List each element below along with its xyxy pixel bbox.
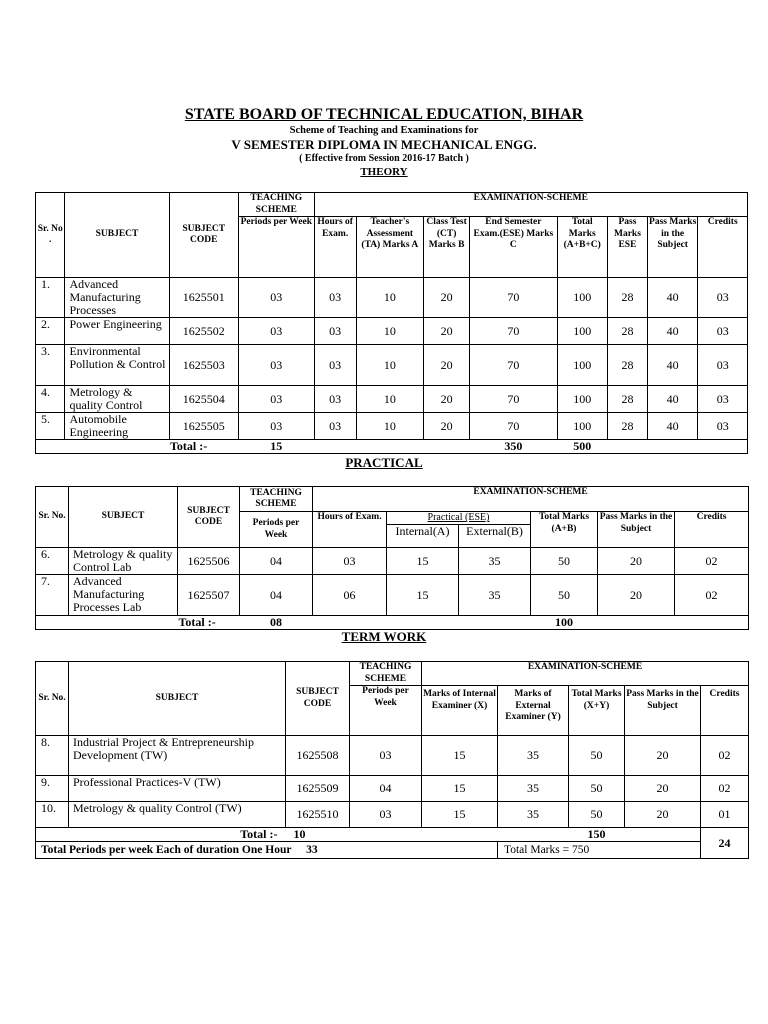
effective-session: ( Effective from Session 2016-17 Batch ) bbox=[299, 153, 469, 164]
total-cell: 50 bbox=[531, 575, 598, 616]
pass-subject-cell: 40 bbox=[647, 413, 697, 440]
hours-cell: 03 bbox=[314, 345, 356, 386]
pass-ese-cell: 28 bbox=[607, 318, 647, 345]
theory-head-teaching: TEACHING SCHEME bbox=[238, 193, 314, 217]
termwork-head-periods: Periods per Week bbox=[350, 686, 422, 736]
table-row bbox=[36, 318, 748, 345]
termwork-table bbox=[35, 661, 749, 859]
table-row bbox=[36, 345, 748, 386]
code-cell: 1625510 bbox=[286, 802, 350, 828]
total-marks-summary bbox=[498, 842, 701, 859]
code-cell: 1625502 bbox=[169, 318, 238, 345]
total-label: Total :- bbox=[178, 616, 240, 630]
ta-cell: 10 bbox=[356, 318, 423, 345]
hours-cell: 03 bbox=[314, 413, 356, 440]
theory-head-credits: Credits bbox=[698, 217, 748, 278]
ct-cell: 20 bbox=[423, 318, 469, 345]
summary-row bbox=[36, 842, 749, 859]
subject-cell: Industrial Project & Entrepreneurship Development (TW) bbox=[69, 736, 286, 776]
ese-cell: 70 bbox=[470, 345, 557, 386]
practical-head-exam: EXAMINATION-SCHEME bbox=[313, 487, 749, 512]
subject-cell: Advanced Manufacturing Processes bbox=[65, 278, 169, 318]
pass-ese-cell: 28 bbox=[607, 386, 647, 413]
theory-head-code: SUBJECT CODE bbox=[169, 193, 238, 278]
subject-cell: Automobile Engineering bbox=[65, 413, 169, 440]
theory-title: THEORY bbox=[360, 166, 408, 178]
termwork-title: TERM WORK bbox=[341, 629, 427, 644]
pass-subject-cell: 40 bbox=[647, 278, 697, 318]
termwork-head-total: Total Marks (X+Y) bbox=[569, 686, 625, 736]
ese-cell: 70 bbox=[470, 278, 557, 318]
table-row bbox=[36, 278, 748, 318]
periods-cell: 03 bbox=[238, 278, 314, 318]
practical-head-pass: Pass Marks in the Subject bbox=[598, 512, 675, 548]
sr-cell: 5. bbox=[36, 413, 65, 440]
theory-head-periods: Periods per Week bbox=[238, 217, 314, 278]
external-cell: 35 bbox=[459, 575, 531, 616]
practical-head-hours: Hours of Exam. bbox=[313, 512, 387, 548]
code-cell: 1625506 bbox=[178, 548, 240, 575]
total-cell: 100 bbox=[557, 318, 607, 345]
practical-title: PRACTICAL bbox=[345, 455, 423, 470]
pass-ese-cell: 28 bbox=[607, 413, 647, 440]
sr-cell: 9. bbox=[36, 776, 69, 802]
total-marks: 100 bbox=[531, 616, 598, 630]
periods-cell: 03 bbox=[238, 413, 314, 440]
periods-summary-label: Total Periods per week Each of duration One Hour bbox=[41, 843, 292, 856]
external-cell: 35 bbox=[498, 802, 569, 828]
practical-head-internal: Internal(A) bbox=[387, 525, 459, 548]
board-title: STATE BOARD OF TECHNICAL EDUCATION, BIHAR bbox=[184, 106, 584, 123]
practical-head-total: Total Marks (A+B) bbox=[531, 512, 598, 548]
theory-head-sr: Sr. No . bbox=[36, 193, 65, 278]
pass-cell: 20 bbox=[598, 548, 675, 575]
pass-cell: 20 bbox=[625, 776, 701, 802]
credits-cell: 03 bbox=[698, 318, 748, 345]
theory-head-exam: EXAMINATION-SCHEME bbox=[314, 193, 747, 217]
internal-cell: 15 bbox=[387, 548, 459, 575]
external-cell: 35 bbox=[498, 776, 569, 802]
practical-head-external: External(B) bbox=[459, 525, 531, 548]
theory-head-subject: SUBJECT bbox=[65, 193, 169, 278]
termwork-head-sr: Sr. No. bbox=[36, 662, 69, 736]
termwork-head-teaching: TEACHING SCHEME bbox=[350, 662, 422, 686]
credits-cell: 03 bbox=[698, 345, 748, 386]
pass-subject-cell: 40 bbox=[647, 318, 697, 345]
credits-cell: 02 bbox=[701, 776, 749, 802]
total-cell: 50 bbox=[569, 802, 625, 828]
periods-cell: 03 bbox=[350, 802, 422, 828]
theory-head-pass-ese: Pass Marks ESE bbox=[607, 217, 647, 278]
hours-cell: 03 bbox=[314, 318, 356, 345]
pass-ese-cell: 28 bbox=[607, 278, 647, 318]
periods-cell: 04 bbox=[240, 575, 313, 616]
pass-subject-cell: 40 bbox=[647, 345, 697, 386]
credits-total: 24 bbox=[701, 828, 749, 859]
total-cell: 100 bbox=[557, 278, 607, 318]
theory-head-pass-subject: Pass Marks in the Subject bbox=[647, 217, 697, 278]
subject-cell: Environmental Pollution & Control bbox=[65, 345, 169, 386]
pass-cell: 20 bbox=[625, 736, 701, 776]
external-cell: 35 bbox=[459, 548, 531, 575]
periods-cell: 03 bbox=[238, 345, 314, 386]
termwork-head-exam: EXAMINATION-SCHEME bbox=[422, 662, 749, 686]
ese-cell: 70 bbox=[470, 386, 557, 413]
code-cell: 1625509 bbox=[286, 776, 350, 802]
practical-head-sr: Sr. No. bbox=[36, 487, 69, 548]
table-row bbox=[36, 548, 749, 575]
subject-cell: Power Engineering bbox=[65, 318, 169, 345]
ta-cell: 10 bbox=[356, 386, 423, 413]
subject-cell: Metrology & quality Control (TW) bbox=[69, 802, 286, 828]
code-cell: 1625503 bbox=[169, 345, 238, 386]
credits-cell: 03 bbox=[698, 386, 748, 413]
ta-cell: 10 bbox=[356, 345, 423, 386]
pass-cell: 20 bbox=[625, 802, 701, 828]
periods-cell: 04 bbox=[350, 776, 422, 802]
practical-head-ese: Practical (ESE) bbox=[387, 512, 531, 525]
theory-total-row bbox=[36, 440, 748, 454]
credits-cell: 03 bbox=[698, 278, 748, 318]
total-cell: 50 bbox=[569, 736, 625, 776]
credits-cell: 03 bbox=[698, 413, 748, 440]
practical-head-periods: Periods per Week bbox=[240, 512, 313, 548]
total-cell: 100 bbox=[557, 345, 607, 386]
total-ese: 350 bbox=[470, 440, 557, 454]
total-cell: 50 bbox=[569, 776, 625, 802]
practical-total-row bbox=[36, 616, 749, 630]
total-periods-summary bbox=[36, 842, 498, 859]
practical-head-credits: Credits bbox=[675, 512, 749, 548]
internal-cell: 15 bbox=[422, 802, 498, 828]
table-row bbox=[36, 575, 749, 616]
external-cell: 35 bbox=[498, 736, 569, 776]
pass-cell: 20 bbox=[598, 575, 675, 616]
theory-head-ta: Teacher's Assessment (TA) Marks A bbox=[356, 217, 423, 278]
ct-cell: 20 bbox=[423, 278, 469, 318]
credits-cell: 01 bbox=[701, 802, 749, 828]
sr-cell: 8. bbox=[36, 736, 69, 776]
total-label: Total :- bbox=[69, 828, 286, 842]
practical-table bbox=[35, 486, 749, 630]
code-cell: 1625505 bbox=[169, 413, 238, 440]
sr-cell: 7. bbox=[36, 575, 69, 616]
practical-head-subject: SUBJECT bbox=[69, 487, 178, 548]
scheme-subtitle: Scheme of Teaching and Examinations for bbox=[289, 125, 479, 136]
total-label: Total :- bbox=[169, 440, 238, 454]
sr-cell: 1. bbox=[36, 278, 65, 318]
ese-cell: 70 bbox=[470, 413, 557, 440]
sr-cell: 6. bbox=[36, 548, 69, 575]
theory-head-total: Total Marks (A+B+C) bbox=[557, 217, 607, 278]
total-cell: 50 bbox=[531, 548, 598, 575]
credits-cell: 02 bbox=[675, 575, 749, 616]
subject-cell: Metrology & quality Control bbox=[65, 386, 169, 413]
code-cell: 1625504 bbox=[169, 386, 238, 413]
theory-table bbox=[35, 192, 748, 454]
termwork-head-pass: Pass Marks in the Subject bbox=[625, 686, 701, 736]
table-row bbox=[36, 386, 748, 413]
hours-cell: 03 bbox=[313, 548, 387, 575]
pass-ese-cell: 28 bbox=[607, 345, 647, 386]
periods-cell: 04 bbox=[240, 548, 313, 575]
practical-head-code: SUBJECT CODE bbox=[178, 487, 240, 548]
hours-cell: 06 bbox=[313, 575, 387, 616]
marks-summary-label: Total Marks = 750 bbox=[504, 843, 590, 856]
total-periods: 15 bbox=[238, 440, 314, 454]
sr-cell: 2. bbox=[36, 318, 65, 345]
periods-cell: 03 bbox=[350, 736, 422, 776]
ese-cell: 70 bbox=[470, 318, 557, 345]
sr-cell: 10. bbox=[36, 802, 69, 828]
subject-cell: Metrology & quality Control Lab bbox=[69, 548, 178, 575]
sr-cell: 4. bbox=[36, 386, 65, 413]
subject-cell: Advanced Manufacturing Processes Lab bbox=[69, 575, 178, 616]
ct-cell: 20 bbox=[423, 413, 469, 440]
periods-summary-value: 33 bbox=[306, 843, 318, 856]
hours-cell: 03 bbox=[314, 386, 356, 413]
termwork-head-code: SUBJECT CODE bbox=[286, 662, 350, 736]
total-periods: 10 bbox=[286, 828, 350, 842]
table-row bbox=[36, 776, 749, 802]
code-cell: 1625507 bbox=[178, 575, 240, 616]
periods-cell: 03 bbox=[238, 386, 314, 413]
termwork-total-row bbox=[36, 828, 749, 842]
theory-head-ese: End Semester Exam.(ESE) Marks C bbox=[470, 217, 557, 278]
termwork-head-subject: SUBJECT bbox=[69, 662, 286, 736]
termwork-head-credits: Credits bbox=[701, 686, 749, 736]
credits-cell: 02 bbox=[675, 548, 749, 575]
termwork-head-external: Marks of External Examiner (Y) bbox=[498, 686, 569, 736]
total-cell: 100 bbox=[557, 413, 607, 440]
total-marks: 500 bbox=[557, 440, 607, 454]
internal-cell: 15 bbox=[387, 575, 459, 616]
subject-cell: Professional Practices-V (TW) bbox=[69, 776, 286, 802]
hours-cell: 03 bbox=[314, 278, 356, 318]
internal-cell: 15 bbox=[422, 736, 498, 776]
code-cell: 1625501 bbox=[169, 278, 238, 318]
total-cell: 100 bbox=[557, 386, 607, 413]
code-cell: 1625508 bbox=[286, 736, 350, 776]
credits-cell: 02 bbox=[701, 736, 749, 776]
ta-cell: 10 bbox=[356, 413, 423, 440]
total-marks: 150 bbox=[569, 828, 625, 842]
ct-cell: 20 bbox=[423, 386, 469, 413]
theory-head-ct: Class Test (CT) Marks B bbox=[423, 217, 469, 278]
table-row bbox=[36, 802, 749, 828]
periods-cell: 03 bbox=[238, 318, 314, 345]
theory-head-hours: Hours of Exam. bbox=[314, 217, 356, 278]
total-periods: 08 bbox=[240, 616, 313, 630]
table-row bbox=[36, 413, 748, 440]
practical-head-teaching: TEACHING SCHEME bbox=[240, 487, 313, 512]
table-row bbox=[36, 736, 749, 776]
pass-subject-cell: 40 bbox=[647, 386, 697, 413]
course-title: V SEMESTER DIPLOMA IN MECHANICAL ENGG. bbox=[231, 137, 537, 152]
ta-cell: 10 bbox=[356, 278, 423, 318]
internal-cell: 15 bbox=[422, 776, 498, 802]
ct-cell: 20 bbox=[423, 345, 469, 386]
termwork-head-internal: Marks of Internal Examiner (X) bbox=[422, 686, 498, 736]
sr-cell: 3. bbox=[36, 345, 65, 386]
